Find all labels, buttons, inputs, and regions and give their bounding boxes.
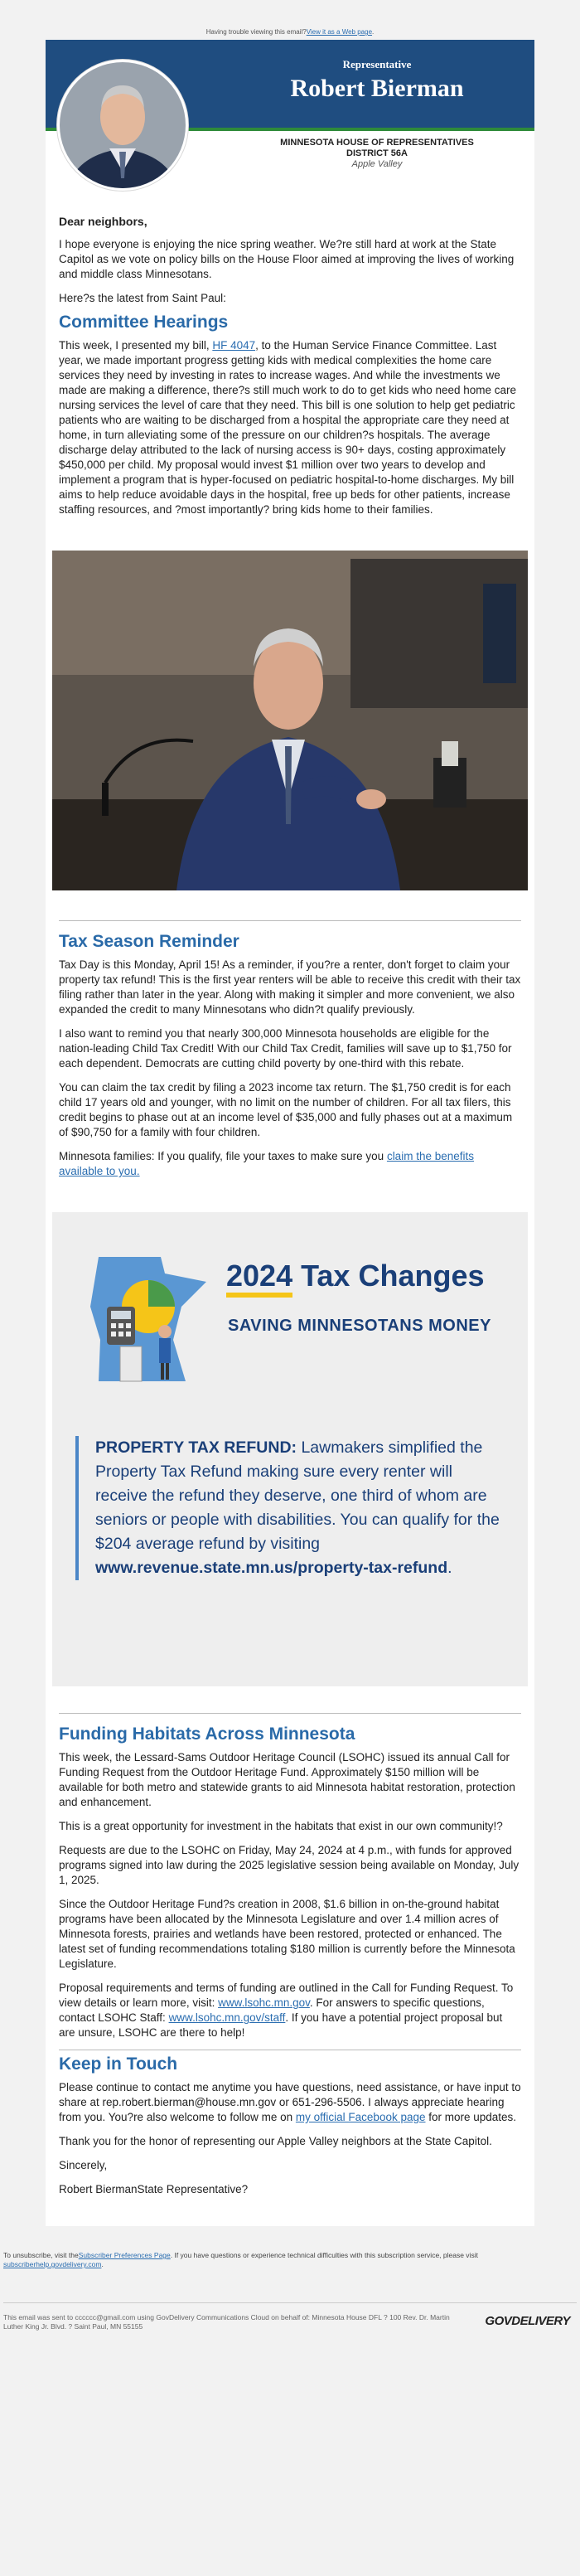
- view-as-webpage-link[interactable]: View it as a Web page: [306, 28, 373, 36]
- habitats-heading: Funding Habitats Across Minnesota: [59, 1725, 355, 1744]
- committee-text-a: This week, I presented my bill,: [59, 339, 213, 352]
- tax-paragraph-4: [59, 1149, 521, 1179]
- infographic-text: Lawmakers simplified the Property Tax Refund making sure every renter will receive the refund they deserve, one third of whom are seniors or people with disabilities. You can qualify for the $204 average refund by visiting: [95, 1438, 500, 1553]
- top-notice-end: .: [372, 28, 375, 36]
- lsohc-staff-link[interactable]: www.lsohc.mn.gov/staff: [168, 2011, 286, 2024]
- keep-text-b: for more updates.: [425, 2111, 517, 2123]
- divider: [59, 920, 521, 921]
- unsub-text-a: To unsubscribe, visit the: [3, 2251, 79, 2259]
- unsub-text-b: . If you have questions or experience technical difficulties with this subscription service, please visit: [170, 2251, 478, 2259]
- infographic-lead: PROPERTY TAX REFUND:: [95, 1438, 297, 1457]
- district-line1: MINNESOTA HOUSE OF REPRESENTATIVES: [280, 138, 474, 148]
- lsohc-link[interactable]: www.lsohc.mn.gov: [218, 1996, 310, 2009]
- tax-paragraph-2: I also want to remind you that nearly 300,000 Minnesota households are eligible for the nation-leading Child Tax Credit! With our Child Tax Credit, families will save up to $1,750 for each dependent. Democrats are cutting child poverty by one-third with this rebate.: [59, 1027, 512, 1070]
- infographic-title-rest: Tax Changes: [292, 1259, 485, 1293]
- committee-text-b: , to the Human Service Finance Committee. Last year, we made important progress getting kids with medical complexities the home care services they need by investing in rates to increase wages. And while the investments we made are making a difference, there?s still much work to do to get kids who need home care nursing services the level of care that they need. This bill is one solution to help get pediatric patients who are waiting to be discharged from a hospital the appropriate care they need at home, in turn alleviating some of the pressure on our children?s hospitals. The average discharge delay attributed to the lack of nursing access is 90+ days, costing approximately $450,000 per child. My proposal would invest $1 million over two years to develop and implement a program that is hyper-focused on pediatric hospital-to-home discharges. My bill aims to help reduce avoidable days in the hospital, free up beds for other patients, increase staffing resources, and ?most importantly? bring kids home to their families.: [59, 339, 517, 516]
- unsub-text-c: .: [101, 2260, 104, 2268]
- unsubscribe-notice: [3, 2251, 577, 2269]
- committee-heading: Committee Hearings: [59, 313, 229, 332]
- hearing-photo: [52, 551, 528, 890]
- habitats-text-a: Proposal requirements and terms of funding are outlined in the Call for Funding Request. To view details or learn more, visit:: [59, 1982, 514, 2009]
- title-name: Robert Bierman: [290, 75, 464, 102]
- tax-text-a: Minnesota families: If you qualify, file your taxes to make sure you: [59, 1150, 387, 1162]
- representative-title: [253, 58, 501, 103]
- keep-paragraph-2: Thank you for the honor of representing our Apple Valley neighbors at the State Capitol.: [59, 2135, 492, 2147]
- govdelivery-logo: GOVDELIVERY: [485, 2314, 570, 2328]
- facebook-page-link[interactable]: my official Facebook page: [295, 2111, 426, 2123]
- tax-paragraph-1: Tax Day is this Monday, April 15! As a reminder, if you?re a renter, don't forget to claim your property tax refund! This is the first year renters will be able to receive this credit with their tax filing rather than later in the year. Along with making it simpler and more convenient, we also expanded the credit to many Minnesotans who didn?t qualify previously.: [59, 958, 521, 1016]
- sent-notice: [3, 2302, 577, 2344]
- intro-paragraph-1: I hope everyone is enjoying the nice spring weather. We?re still hard at work at the State Capitol as we vote on policy bills on the House Floor aimed at improving the lives of working and middle class Minnesotans.: [59, 238, 515, 280]
- representative-portrait: [57, 60, 188, 191]
- hf-4047-link[interactable]: HF 4047: [212, 339, 256, 352]
- subscriber-preferences-link[interactable]: Subscriber Preferences Page: [78, 2251, 171, 2259]
- tax-changes-infographic: [52, 1212, 528, 1686]
- district-line2: DISTRICT 56A: [346, 148, 408, 158]
- sent-text: This email was sent to cccccc@gmail.com using GovDelivery Communications Cloud on behalf of: Minnesota House DFL ? 100 Rev. Dr. Martin Luther King Jr. Blvd. ? Saint Paul, MN 55155: [3, 2313, 450, 2331]
- top-notice-text: Having trouble viewing this email?: [205, 28, 307, 36]
- sign-off: Sincerely,: [59, 2159, 108, 2171]
- header: [46, 40, 534, 214]
- district-info: [253, 138, 501, 170]
- signature: Robert BiermanState Representative?: [59, 2183, 249, 2195]
- minnesota-map-icon: [82, 1249, 215, 1390]
- infographic-url: www.revenue.state.mn.us/property-tax-refund: [95, 1559, 448, 1577]
- habitats-text-c: . If you have a potential project proposal but are unsure, LSOHC are there to help!: [59, 2011, 503, 2039]
- title-small: Representative: [342, 58, 412, 70]
- footer: [0, 2251, 580, 2344]
- habitats-paragraph-3: Requests are due to the LSOHC on Friday, May 24, 2024 at 4 p.m., with funds for approved programs signed into law during the 2025 legislative session being available on Monday, July 1, 2025.: [59, 1844, 520, 1886]
- keep-in-touch-heading: Keep in Touch: [59, 2054, 178, 2074]
- keep-paragraph-1: [59, 2080, 521, 2125]
- tax-paragraph-3: You can claim the tax credit by filing a 2023 income tax return. The $1,750 credit is for each child 17 years old and younger, with no limit on the number of children. For all tax filers, this credit begins to phase out at an income level of $35,000 and fully phases out at a maximum of $90,750 for a family with four children.: [59, 1081, 513, 1138]
- habitats-paragraph-2: This is a great opportunity for investment in the habitats that exist in our own community!?: [59, 1820, 503, 1832]
- infographic-body: [75, 1436, 506, 1580]
- habitats-paragraph-5: [59, 1981, 521, 2040]
- infographic-end: .: [447, 1559, 452, 1577]
- infographic-title: [226, 1259, 485, 1293]
- habitats-paragraph-4: Since the Outdoor Heritage Fund?s creation in 2008, $1.6 billion in on-the-ground habitat programs have been allocated by the Minnesota Legislature and over 1.4 million acres of Minnesota forests, prairies and wetlands have been restored, protected or enhanced. The latest set of funding recommendations totaling $180 million is currently before the Minnesota Legislature.: [59, 1898, 515, 1970]
- claim-benefits-link[interactable]: claim the benefits available to you.: [59, 1150, 474, 1177]
- habitats-paragraph-1: This week, the Lessard-Sams Outdoor Heritage Council (LSOHC) issued its annual Call for Funding Request from the Outdoor Heritage Fund. Approximately $150 million will be available for both metro and statewide grants to aid Minnesota habitat restoration, protection and enhancement.: [59, 1751, 515, 1808]
- tax-heading: Tax Season Reminder: [59, 932, 239, 951]
- habitats-text-b: . For answers to specific questions, contact LSOHC Staff:: [59, 1996, 485, 2024]
- intro-paragraph-2: Here?s the latest from Saint Paul:: [59, 292, 226, 304]
- district-city: Apple Valley: [351, 159, 403, 169]
- greeting: Dear neighbors,: [59, 215, 147, 228]
- top-notice: [0, 0, 580, 40]
- divider: [59, 1713, 521, 1714]
- subscriber-help-link[interactable]: subscriberhelp.govdelivery.com: [3, 2260, 102, 2268]
- keep-text-a: Please continue to contact me anytime you have questions, need assistance, or have input to share at rep.robert.bierman@house.mn.gov or 651-296-5506. I always appreciate hearing from you. You?re also welcome to follow me on: [59, 2081, 521, 2123]
- infographic-subtitle: SAVING MINNESOTANS MONEY: [228, 1317, 491, 1335]
- email-card: [46, 40, 534, 2226]
- email-content: [46, 214, 534, 2226]
- infographic-year: 2024: [226, 1259, 292, 1298]
- committee-paragraph: [59, 338, 521, 517]
